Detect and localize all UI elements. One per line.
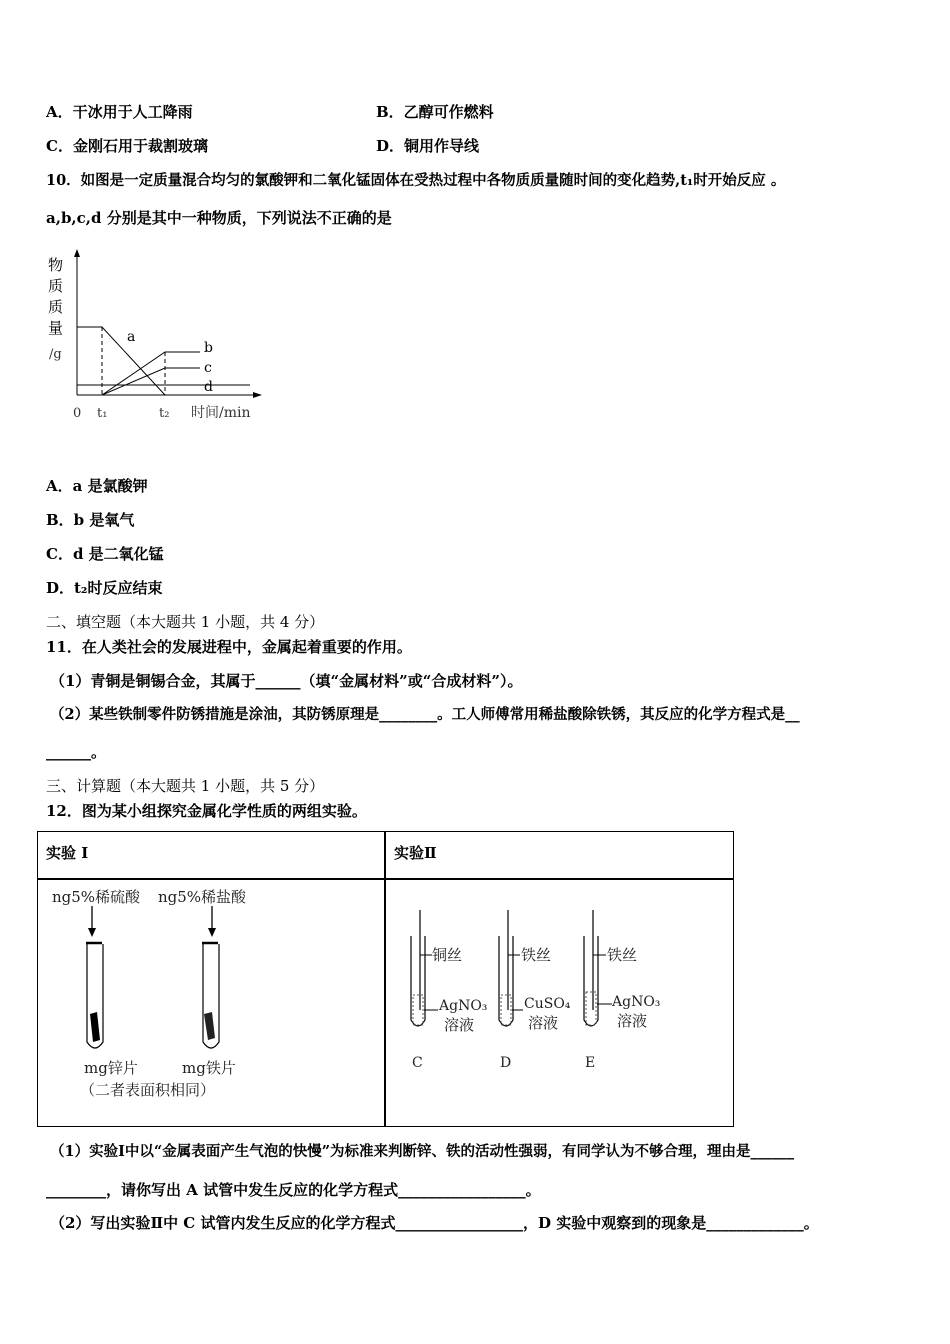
q11-part2-cont: ______。: [46, 743, 107, 761]
x-tick-t1: t₁: [97, 406, 108, 421]
ylabel-char-4: 量: [48, 319, 64, 337]
q9-option-a: A．干冰用于人工降雨: [46, 103, 193, 121]
test-tube-c: [411, 936, 425, 1026]
series-d-label: d: [204, 379, 213, 395]
section3-title: 三、计算题（本大题共 1 小题，共 5 分）: [46, 777, 325, 795]
experiment1-diagram: [40, 882, 380, 1107]
q12-part1-line1: （1）实验Ⅰ中以“金属表面产生气泡的快慢”为标准来判断锌、铁的活动性强弱，有同学认为不够合理，理由是______: [50, 1143, 795, 1160]
q9-option-c: C．金刚石用于裁割玻璃: [46, 137, 208, 155]
table-header-exp2: 实验Ⅱ: [394, 844, 437, 862]
solution-d: [501, 995, 511, 1025]
solution-e: [586, 992, 596, 1025]
sol-e-label1: AgNO₃: [612, 994, 661, 1010]
series-b-label: b: [204, 340, 213, 356]
wire-d-label: 铁丝: [521, 946, 552, 964]
metal2-label: mg铁片: [182, 1059, 236, 1077]
metal1-label: mg锌片: [84, 1059, 138, 1077]
ylabel-char-1: 物: [48, 256, 64, 274]
x-axis-arrow: [253, 392, 262, 398]
q10-option-a: A．a 是氯酸钾: [46, 477, 148, 495]
series-a-label: a: [127, 329, 136, 345]
x-tick-t2: t₂: [159, 406, 170, 421]
tube-e-label: E: [585, 1055, 596, 1071]
iron-strip: [204, 1012, 215, 1040]
series-c-label: c: [204, 360, 212, 376]
wire-c-label: 铜丝: [432, 946, 463, 964]
q12-part1-line2: ________，请你写出 A 试管中发生反应的化学方程式_________________。: [46, 1181, 541, 1199]
q9-option-b: B．乙醇可作燃料: [376, 103, 494, 121]
x-tick-0: 0: [73, 406, 82, 421]
acid1-label: ng5%稀硫酸: [52, 888, 141, 906]
sol-c-label1: AgNO₃: [439, 998, 488, 1014]
y-axis-arrow: [74, 249, 80, 257]
q10-option-b: B．b 是氧气: [46, 511, 135, 529]
arrow-down-icon: [208, 928, 216, 937]
q11-stem: 11．在人类社会的发展进程中，金属起着重要的作用。: [46, 638, 412, 656]
ylabel-unit: /g: [49, 347, 62, 362]
q10-option-d: D．t₂时反应结束: [46, 579, 163, 597]
wire-e-label: 铁丝: [607, 946, 638, 964]
series-c-line: [102, 368, 200, 395]
experiment2-diagram: [390, 900, 720, 1080]
tube-d-label: D: [500, 1055, 512, 1071]
acid2-label: ng5%稀盐酸: [158, 888, 247, 906]
table-divider-vertical: [384, 831, 386, 1127]
tube-c-label: C: [412, 1055, 423, 1071]
q10-option-c: C．d 是二氧化锰: [46, 545, 164, 563]
solution-c: [413, 995, 423, 1025]
q11-part2: （2）某些铁制零件防锈措施是涂油，其防锈原理是________。工人师傅常用稀盐酸除铁锈，其反应的化学方程式是__: [50, 706, 800, 723]
ylabel-char-3: 质: [48, 298, 64, 316]
sol-c-label2: 溶液: [444, 1016, 475, 1034]
xlabel: 时间/min: [191, 405, 251, 421]
section2-title: 二、填空题（本大题共 1 小题，共 4 分）: [46, 613, 325, 631]
table-header-exp1: 实验 I: [46, 844, 89, 862]
q10-stem-line2: a,b,c,d 分别是其中一种物质，下列说法不正确的是: [46, 209, 392, 227]
table-divider-horizontal: [37, 878, 734, 880]
zinc-strip: [90, 1012, 100, 1042]
q9-option-d: D．铜用作导线: [376, 137, 480, 155]
note-label: （二者表面积相同）: [80, 1081, 216, 1099]
sol-d-label1: CuSO₄: [524, 996, 571, 1012]
arrow-down-icon: [88, 928, 96, 937]
test-tube-d: [499, 936, 513, 1026]
q10-chart: [40, 245, 270, 430]
q10-stem-line1: 10．如图是一定质量混合均匀的氯酸钾和二氧化锰固体在受热过程中各物质质量随时间的变化趋势,t₁时开始反应 。: [46, 172, 786, 189]
ylabel-char-2: 质: [48, 277, 64, 295]
q11-part1: （1）青铜是铜锡合金，其属于______（填“金属材料”或“合成材料”）。: [50, 672, 523, 690]
q12-stem: 12．图为某小组探究金属化学性质的两组实验。: [46, 802, 367, 820]
sol-e-label2: 溶液: [617, 1012, 648, 1030]
q12-part2: （2）写出实验Ⅱ中 C 试管内发生反应的化学方程式_________________，D 实验中观察到的现象是_____________。: [50, 1214, 819, 1232]
sol-d-label2: 溶液: [528, 1014, 559, 1032]
